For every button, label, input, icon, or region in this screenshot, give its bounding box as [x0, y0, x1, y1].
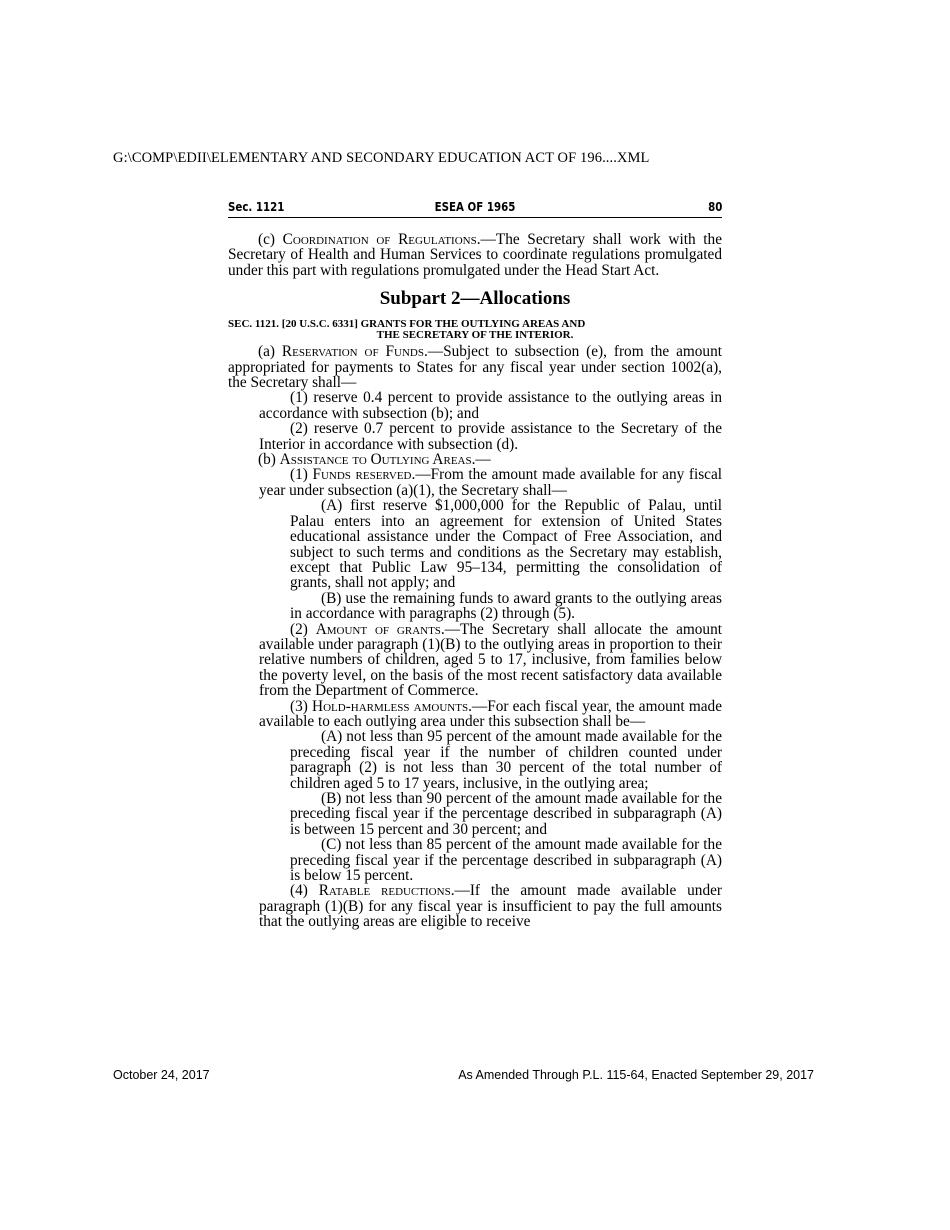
- footer-amended: As Amended Through P.L. 115-64, Enacted September 29, 2017: [458, 1068, 814, 1082]
- header-title: ESEA OF 1965: [434, 199, 516, 214]
- subpart-title: Subpart 2—Allocations: [379, 288, 571, 310]
- paragraph-b4: (4) Ratable reductions.—If the amount made available under paragraph (1)(B) for any fiscal year is insufficient to pay the full amounts that the outlying areas are eligible to receive: [259, 882, 722, 931]
- paragraph-b: (b) Assistance to Outlying Areas.—: [258, 451, 491, 469]
- running-header: [228, 199, 722, 218]
- paragraph-a: (a) Reservation of Funds.—Subject to subsection (e), from the amount appropriated for payments to States for any fiscal year under section 1002(a), the Secretary shall—: [228, 343, 722, 392]
- paragraph-b2: (2) Amount of grants.—The Secretary shall allocate the amount available under paragraph (1)(B) to the outlying areas in proportion to their relative numbers of children, aged 5 to 17, inclusive, from families below the poverty level, on the basis of the most recent satisfactory data available from the Department of Commerce.: [259, 620, 722, 700]
- paragraph-b1A: (A) first reserve $1,000,000 for the Republic of Palau, until Palau enters into an agreement for extension of United States educational assistance under the Compact of Free Association, and subject to such terms and conditions as the Secretary may establish, except that Public Law 95–134, permitting the consolidation of grants, shall not apply; and: [290, 497, 722, 592]
- paragraph-a1: (1) reserve 0.4 percent to provide assistance to the outlying areas in accordance with subsection (b); and: [259, 389, 722, 422]
- paragraph-b3: (3) Hold-harmless amounts.—For each fiscal year, the amount made available to each outlying area under this subsection shall be—: [259, 697, 722, 730]
- paragraph-b1: (1) Funds reserved.—From the amount made available for any fiscal year under subsection (a)(1), the Secretary shall—: [259, 466, 722, 499]
- footer-date: October 24, 2017: [113, 1068, 210, 1082]
- paragraph-b3A: (A) not less than 95 percent of the amount made available for the preceding fiscal year if the number of children counted under paragraph (2) is not less than 30 percent of the total number of children aged 5 to 17 years, inclusive, in the outlying area;: [290, 728, 722, 792]
- paragraph-b3C: (C) not less than 85 percent of the amount made available for the preceding fiscal year if the percentage described in subparagraph (A) is below 15 percent.: [290, 836, 722, 885]
- paragraph-b1B: (B) use the remaining funds to award grants to the outlying areas in accordance with paragraphs (2) through (5).: [290, 589, 722, 623]
- header-section: Sec. 1121: [228, 199, 285, 214]
- document-body: [228, 232, 722, 930]
- paragraph-a2: (2) reserve 0.7 percent to provide assistance to the Secretary of the Interior in accordance with subsection (d).: [259, 420, 722, 453]
- header-page-number: 80: [707, 199, 722, 214]
- file-path: G:\COMP\EDII\ELEMENTARY AND SECONDARY EDUCATION ACT OF 196....XML: [113, 150, 650, 166]
- section-heading: SEC. 1121. [20 U.S.C. 6331] GRANTS FOR THE OUTLYING AREAS AND THE SECRETARY OF THE INTERIOR.: [228, 318, 586, 341]
- paragraph-b3B: (B) not less than 90 percent of the amount made available for the preceding fiscal year if the percentage described in subparagraph (A) is between 15 percent and 30 percent; and: [290, 790, 722, 838]
- paragraph-c: (c) Coordination of Regulations.—The Secretary shall work with the Secretary of Health and Human Services to coordinate regulations promulgated under this part with regulations promulgated under the Head Start Act.: [228, 231, 722, 279]
